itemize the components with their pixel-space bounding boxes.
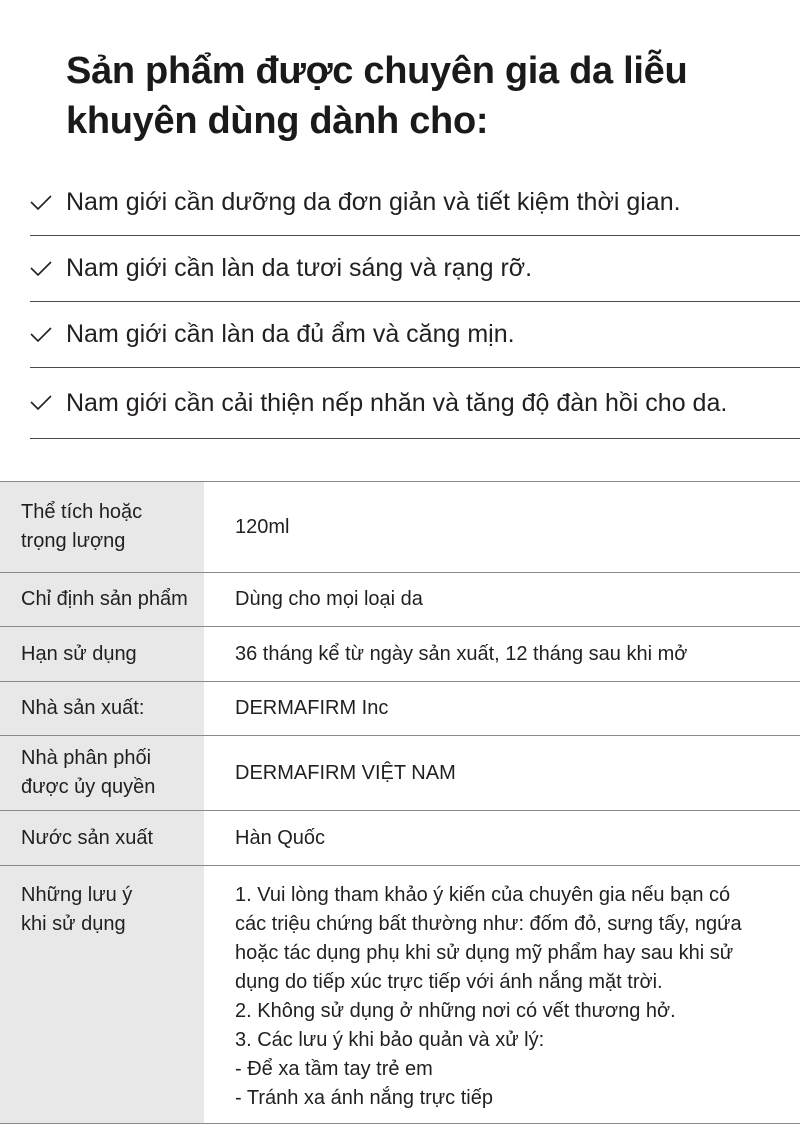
check-icon bbox=[30, 195, 52, 211]
list-item-text: Nam giới cần cải thiện nếp nhăn và tăng độ đàn hồi cho da. bbox=[66, 388, 728, 417]
usage-line: dụng do tiếp xúc trực tiếp với ánh nắng mặt trời. bbox=[235, 971, 663, 993]
spec-value: 120ml bbox=[204, 482, 800, 573]
check-icon bbox=[30, 395, 52, 411]
spec-value: 36 tháng kể từ ngày sản xuất, 12 tháng sau khi mở bbox=[204, 627, 800, 682]
spec-label: Hạn sử dụng bbox=[0, 627, 204, 682]
spec-label: Nước sản xuất bbox=[0, 811, 204, 866]
list-item bbox=[30, 170, 800, 236]
usage-line: hoặc tác dụng phụ khi sử dụng mỹ phẩm hay sau khi sử bbox=[235, 942, 734, 964]
spec-label-line: được ủy quyền bbox=[21, 776, 156, 798]
usage-line: - Tránh xa ánh nắng trực tiếp bbox=[235, 1087, 493, 1109]
usage-line: 2. Không sử dụng ở những nơi có vết thương hở. bbox=[235, 1000, 676, 1022]
usage-line: các triệu chứng bất thường như: đốm đỏ, sưng tấy, ngứa bbox=[235, 913, 742, 935]
check-icon bbox=[30, 327, 52, 343]
spec-value: DERMAFIRM Inc bbox=[204, 682, 800, 736]
check-icon bbox=[30, 261, 52, 277]
usage-line: 1. Vui lòng tham khảo ý kiến của chuyên gia nếu bạn có bbox=[235, 884, 731, 906]
spec-value: Dùng cho mọi loại da bbox=[204, 573, 800, 627]
table-row bbox=[0, 736, 800, 811]
table-row bbox=[0, 482, 800, 573]
list-item bbox=[30, 302, 800, 368]
list-item-text: Nam giới cần làn da tươi sáng và rạng rỡ. bbox=[66, 254, 533, 282]
spec-label-line: Thể tích hoặc bbox=[21, 501, 143, 523]
list-item-text: Nam giới cần dưỡng da đơn giản và tiết kiệm thời gian. bbox=[66, 188, 681, 216]
spec-label bbox=[0, 736, 204, 811]
spec-label: Chỉ định sản phẩm bbox=[0, 573, 204, 627]
spec-value: Hàn Quốc bbox=[204, 811, 800, 866]
spec-label bbox=[0, 866, 204, 1124]
table-row bbox=[0, 627, 800, 682]
spec-label-line: Nhà phân phối bbox=[21, 747, 152, 769]
usage-line: - Để xa tầm tay trẻ em bbox=[235, 1058, 433, 1080]
spec-label bbox=[0, 482, 204, 573]
spec-label-line: Những lưu ý bbox=[21, 884, 133, 906]
spec-label-line: khi sử dụng bbox=[21, 913, 126, 935]
list-item bbox=[30, 368, 800, 439]
spec-value: DERMAFIRM VIỆT NAM bbox=[204, 736, 800, 811]
table-row bbox=[0, 866, 800, 1124]
list-item bbox=[30, 236, 800, 302]
table-row bbox=[0, 682, 800, 736]
usage-notes bbox=[204, 866, 800, 1124]
recommendation-list bbox=[30, 170, 800, 439]
table-row bbox=[0, 811, 800, 866]
spec-table bbox=[0, 481, 800, 1124]
page-title: Sản phẩm được chuyên gia da liễu khuyên dùng dành cho: bbox=[66, 50, 688, 142]
table-row bbox=[0, 573, 800, 627]
spec-label-line: trọng lượng bbox=[21, 530, 126, 552]
spec-label: Nhà sản xuất: bbox=[0, 682, 204, 736]
list-item-text: Nam giới cần làn da đủ ẩm và căng mịn. bbox=[66, 320, 515, 348]
usage-line: 3. Các lưu ý khi bảo quản và xử lý: bbox=[235, 1029, 545, 1051]
